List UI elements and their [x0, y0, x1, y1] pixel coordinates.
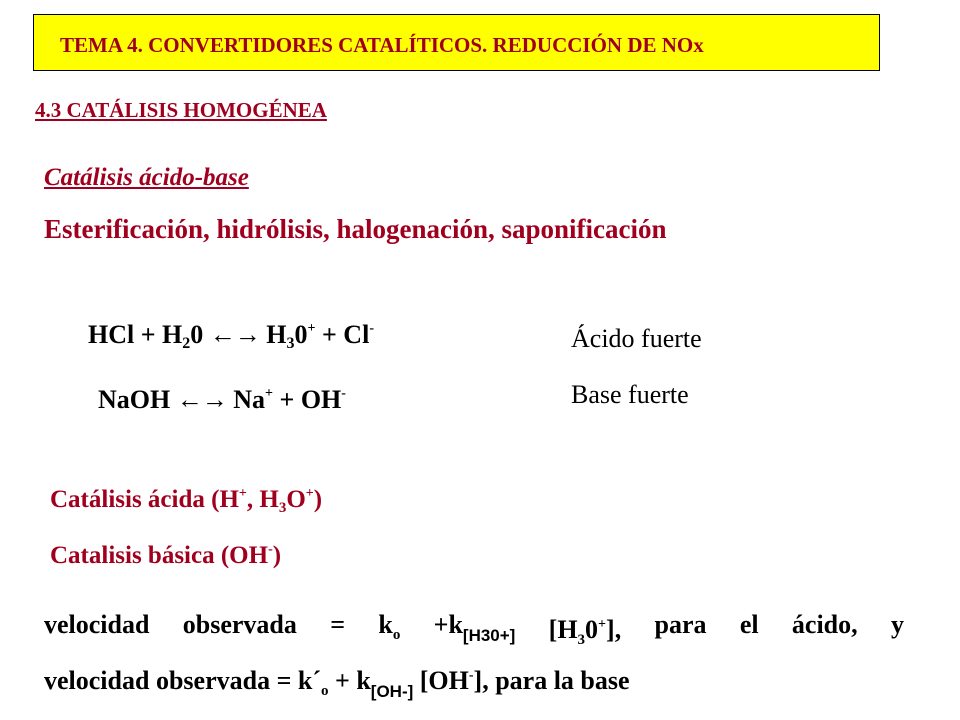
title-banner [33, 14, 880, 71]
acid-catalysis: Catálisis ácida (H+, $H_3O^+$) [50, 486, 323, 516]
basic-catalysis: Catalisis básica (OH-) [50, 542, 282, 569]
subheading: Catálisis ácido-base [44, 164, 249, 191]
page-title: TEMA 4. CONVERTIDORES CATALÍTICOS. REDUCCIÓN DE NOx [60, 33, 704, 57]
reaction-types: Esterificación, hidrólisis, halogenación, saponificación [44, 214, 667, 244]
section-heading: 4.3 CATÁLISIS HOMOGÉNEA [35, 98, 327, 122]
equation-naoh: NaOH ←→ Na+ + OH- [98, 385, 346, 414]
rate-equations [44, 607, 904, 710]
rate-equation-acid: velocidad observada = $k_o$ $+k_{[H30+]}$ $[H_30^+]$, para el ácido, y [44, 610, 904, 648]
rate-equation-base: velocidad observada = $k´_o + k_{[OH-]}$ [OH-], para la base [44, 666, 630, 701]
equation-hcl: HCl + $H_20$ ←→ $H_30^+ + Cl^-$ [88, 320, 374, 352]
equilibrium-arrow-icon: ←→ [176, 385, 227, 414]
label-base-fuerte: Base fuerte [571, 380, 689, 409]
equilibrium-arrow-icon: ←→ [209, 320, 260, 349]
label-acido-fuerte: Ácido fuerte [571, 324, 702, 353]
